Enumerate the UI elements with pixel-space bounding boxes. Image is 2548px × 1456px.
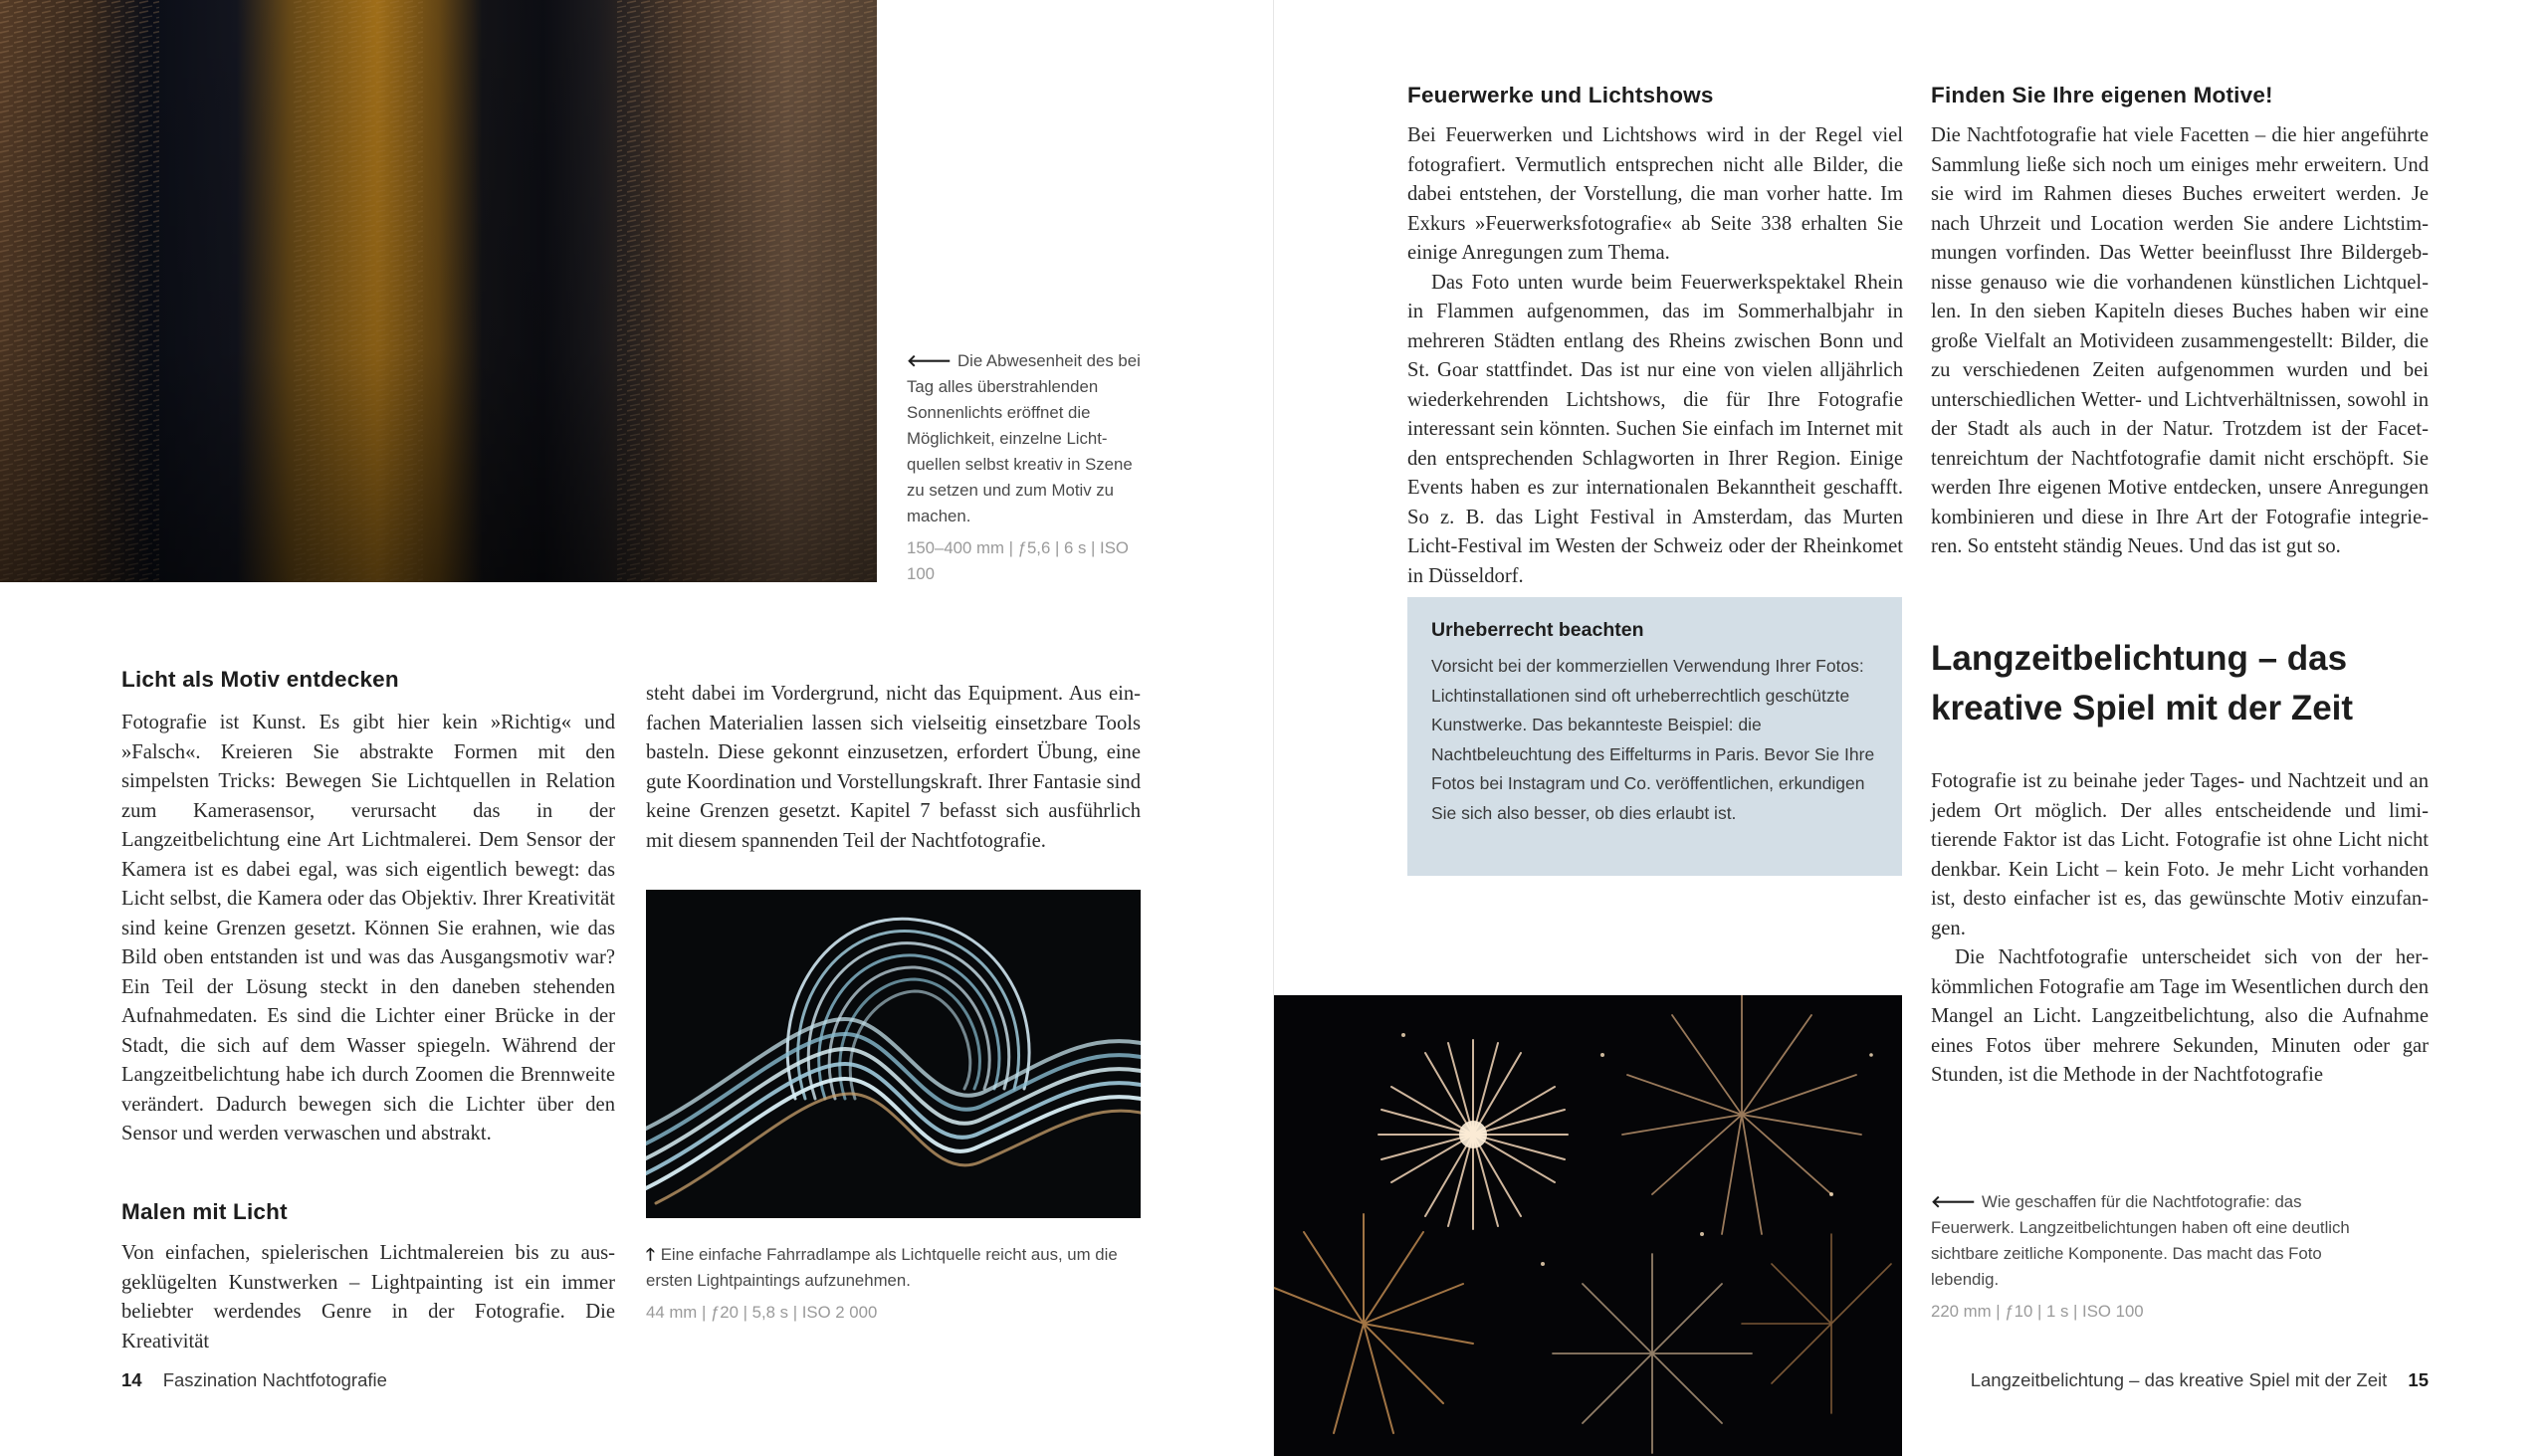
fireworks-caption — [1931, 1189, 2359, 1325]
caption-text: Die Abwesenheit des bei Tag alles überstrahlenden Sonnenlichts eröffnet die Möglichkeit, einzelne Lichtquellen selbst kreativ in Szene zu setzen und zum Motiv zu machen. — [907, 351, 1141, 525]
paragraph-text: Von einfachen, spielerischen Lichtmalereien bis zu ausgeklügelten Kunstwerken – Lightpainting ist ein immer beliebter werdendes Genre in der Fotografie. Die Kreativität — [121, 1242, 615, 1352]
left-footer — [121, 1369, 387, 1391]
heading-eigene-motive: Finden Sie Ihre eigenen Motive! — [1931, 83, 2273, 107]
paragraph-malen-mit-licht — [121, 1239, 615, 1356]
copyright-infobox — [1407, 597, 1902, 876]
heading-feuerwerke: Feuerwerke und Lichtshows — [1407, 83, 1714, 107]
paragraph-text: Das Foto unten wurde beim Feuerwerkspektakel Rhein in Flammen aufgenommen, das im Sommerhalbjahr in mehreren Städten entlang des Rheins zwischen Bonn und St. Goar stattfindet. Das ist nur eine von vielen alljährlich wiederkehrenden Lichtshows, die für Ihre Fotografie interessant sein könnten. Suchen Sie einfach im Internet mit den entsprechenden Schlagworten in Ihrer Region. Einige Events haben es zur internationalen Bekanntheit geschafft. So z. B. das Light Festival in Amsterdam, das Murten Licht-Festival im Westen der Schweiz oder der Rheinkomet in Düsseldorf. — [1407, 271, 1903, 587]
paragraph-feuerwerke — [1407, 121, 1903, 591]
paragraph-text: Die Nachtfotografie unterscheidet sich von der herkömmlichen Fotografie am Tage im Wesentlichen durch den Mangel an Licht. Langzeitbelichtung, also die Aufnahme eines Fotos über mehrere Sekunden, Minuten oder gar Stunden, ist die Methode in der Nachtfotografie — [1931, 946, 2429, 1086]
paragraph-text: Fotografie ist zu beinahe jeder Tages- und Nachtzeit und an jedem Ort möglich. Der alles entscheidende und limitierende Faktor ist das Licht. Fotografie ist ohne Licht nicht denkbar. Kein Licht – kein Foto. Je mehr Licht vorhanden ist, desto einfacher ist es, das gewünschte Motiv einzufangen. — [1931, 770, 2429, 939]
arrow-up-icon: 🡑 — [646, 1245, 655, 1264]
paragraph-eigene-motive — [1931, 121, 2429, 562]
heading-licht-als-motiv: Licht als Motiv entdecken — [121, 667, 399, 692]
page-number: 15 — [2408, 1369, 2429, 1390]
footer-chapter: Langzeitbelichtung – das kreative Spiel mit der Zeit — [1970, 1369, 2388, 1390]
lightpainting-caption — [646, 1242, 1144, 1326]
page-number: 14 — [121, 1369, 142, 1390]
fireworks-photo — [1274, 995, 1902, 1456]
top-photo-caption — [907, 348, 1146, 587]
paragraph-text: Bei Feuerwerken und Lichtshows wird in der Regel viel fotografiert. Vermutlich entsprechen nicht alle Bilder, die dabei entstehen, der Vorstellung, die man vorher hatte. Im Exkurs »Feuerwerksfotografie« ab Seite 338 erhalten Sie einige Anregungen zum Thema. — [1407, 124, 1903, 264]
caption-text: Eine einfache Fahrradlampe als Lichtquelle reicht aus, um die ersten Lightpaintings aufzunehmen. — [646, 1245, 1118, 1290]
chapter-heading: Langzeitbelichtung – das kreative Spiel mit der Zeit — [1931, 639, 2354, 728]
paragraph-licht-als-motiv — [121, 709, 615, 1149]
heading-malen-mit-licht: Malen mit Licht — [121, 1199, 288, 1224]
caption-text: Wie geschaffen für die Nachtfotografie: das Feuerwerk. Langzeitbelichtungen haben oft eine deutlich sichtbare zeitliche Komponente. Das macht das Foto lebendig. — [1931, 1192, 2350, 1289]
caption-exif: 220 mm | ƒ10 | 1 s | ISO 100 — [1931, 1302, 2144, 1321]
paragraph-text: steht dabei im Vordergrund, nicht das Equipment. Aus einfachen Materialien lassen sich vielseitig einsetzbare Tools basteln. Diese gekonnt einzusetzen, erfordert Übung, eine gute Koordination und Vorstellungskraft. Ihrer Fantasie sind keine Grenzen gesetzt. Kapitel 7 befasst sich ausführlich mit diesem spannenden Teil der Nachtfotografie. — [646, 683, 1141, 852]
right-page — [1274, 0, 2548, 1456]
caption-exif: 44 mm | ƒ20 | 5,8 s | ISO 2 000 — [646, 1303, 878, 1322]
right-footer — [1931, 1369, 2429, 1391]
arrow-left-icon: 🡐 — [907, 351, 953, 370]
arrow-left-icon: 🡐 — [1931, 1192, 1977, 1211]
abstract-bridge-lights-photo — [0, 0, 877, 582]
paragraph-text: Fotografie ist Kunst. Es gibt hier kein »Richtig« und »Falsch«. Kreieren Sie abstrakte Formen mit den simpelsten Tricks: Bewegen Sie Lichtquellen in Relation zum Kamerasensor, verursacht das in der Langzeitbelichtung eine Art Lichtmalerei. Dem Sensor der Kamera ist es dabei egal, was sich eigentlich bewegt: das Licht selbst, die Kamera oder das Objektiv. Ihrer Kreativität sind keine Grenzen gesetzt. Können Sie erahnen, wie das Bild oben entstanden ist und was das Ausgangsmotiv war? Ein Teil der Lösung steckt in den daneben stehenden Aufnahmedaten. Es sind die Lichter einer Brücke in der Stadt, die sich auf dem Wasser spiegeln. Während der Langzeitbelichtung habe ich durch Zoomen die Brennweite verändert. Dadurch bewegen sich die Lichter über den Sensor und werden verwaschen und abstrakt. — [121, 712, 615, 1144]
paragraph-equipment — [646, 680, 1141, 856]
footer-chapter: Faszination Nachtfotografie — [162, 1369, 387, 1390]
infobox-title: Urheberrecht beachten — [1431, 619, 1644, 641]
caption-exif: 150–400 mm | ƒ5,6 | 6 s | ISO 100 — [907, 538, 1129, 583]
infobox-text: Vorsicht bei der kommerziellen Verwendung Ihrer Fotos: Lichtinstallationen sind oft urheberrechtlich geschützte Kunstwerke. Das bekannteste Beispiel: die Nachtbeleuchtung des Eiffelturms in Paris. Bevor Sie Ihre Fotos bei Instagram und Co. veröffentlichen, erkundigen Sie sich also besser, ob dies erlaubt ist. — [1431, 656, 1875, 823]
paragraph-text: Die Nachtfotografie hat viele Facetten – die hier angeführte Sammlung ließe sich noch um einiges mehr erweitern. Und sie wird im Rahmen dieses Buches erweitert werden. Je nach Uhrzeit und Location werden Sie andere Lichtstimmungen vorfinden. Das Wetter beeinflusst Ihre Bildergebnisse genauso wie die vorhandenen künstlichen Lichtquellen. In den sieben Kapiteln dieses Buches haben wir eine große Vielfalt an Motivideen zusammengestellt: Bilder, die zu verschiedenen Zeiten aufgenommen wurden und bei unterschiedlichen Wetter- und Lichtverhältnissen, sowohl in der Stadt als auch in der Natur. Trotzdem ist der Facettenreichtum der Nachtfotografie damit nicht erschöpft. Sie werden Ihre eigenen Motive entdecken, unsere Anregungen kombinieren und diese in Ihre Art der Fotografie integrieren. So entsteht ständig Neues. Und das ist gut so. — [1931, 124, 2429, 557]
paragraph-langzeitbelichtung — [1931, 767, 2429, 1091]
lightpainting-photo — [646, 890, 1141, 1218]
